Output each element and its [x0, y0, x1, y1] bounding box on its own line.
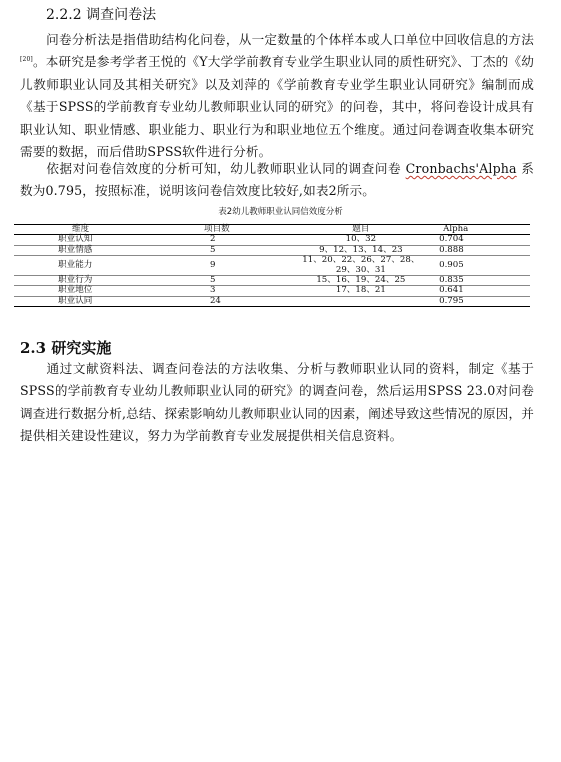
cell-items: 15、16、19、24、25	[316, 275, 406, 286]
cell-items-line2: 29、30、31	[335, 264, 386, 275]
cell-alpha: 0.888	[439, 244, 464, 255]
cell-count: 2	[209, 234, 216, 245]
cell-dimension: 职业情感	[58, 244, 93, 255]
cell-items	[293, 296, 429, 306]
reliability-table	[14, 224, 530, 307]
table-row	[14, 245, 530, 255]
cell-alpha: 0.835	[439, 275, 464, 286]
cell-alpha: 0.795	[439, 295, 464, 306]
cell-dimension: 职业能力	[58, 259, 93, 270]
spellcheck-term: Cronbachs'Alpha	[405, 161, 517, 176]
table-row	[14, 286, 530, 296]
paragraph-text: 系数为0.795，按照标准，说明该问卷信效度比较好,如表2所示。	[20, 161, 534, 199]
cell-count: 9	[209, 259, 216, 270]
header-item-count: 项目数	[203, 224, 230, 234]
cell-dimension: 职业行为	[58, 275, 93, 286]
paragraph-text: 。本研究是参考学者王悦的《Y大学学前教育专业学生职业认同的质性研究》、丁杰的《幼儿教师职业认同及其相关研究》以及刘萍的《学前教育专业学生职业认同研究》编制而成《基于SPSS的学前教育专业幼儿教师职业认同的研究》的问卷，其中，将问卷设计成具有职业认知、职业情感、职业能力、职业行为和职业地位五个维度。通过问卷调查收集本研究需要的数据，而后借助SPSS软件进行分析。	[20, 54, 534, 160]
cell-count: 3	[209, 285, 216, 296]
header-alpha: Alpha	[443, 224, 469, 234]
header-items: 题目	[352, 224, 370, 234]
cell-items: 17、18、21	[335, 285, 386, 296]
cell-count: 5	[209, 244, 216, 255]
cell-dimension: 职业认知	[58, 234, 93, 245]
cell-count: 5	[209, 275, 216, 286]
cell-dimension: 职业地位	[58, 285, 93, 296]
citation-ref: [20]	[20, 56, 33, 64]
table-row	[14, 256, 530, 276]
table-row	[14, 235, 530, 245]
cell-items-line1: 11、20、22、26、27、28、	[302, 255, 420, 266]
paragraph-questionnaire-method	[20, 29, 534, 163]
paragraph-text: 通过文献资料法、调查问卷法的方法收集、分析与教师职业认同的资料，制定《基于SPSS的学前教育专业幼儿教师职业认同的研究》的调查问卷，然后运用SPSS 23.0对问卷调查进行数据分析,总结、探索影响幼儿教师职业认同的因素，阐述导致这些情况的原因，并提供相关建设性建议，努力为学前教育专业发展提供相关信息资料。	[20, 361, 534, 444]
cell-alpha: 0.905	[439, 259, 464, 270]
cell-items: 10、32	[345, 234, 377, 245]
cell-dimension: 职业认同	[58, 295, 93, 306]
header-dimension: 维度	[72, 224, 90, 234]
section-heading-2-3: 2.3 研究实施	[20, 339, 112, 357]
cell-count: 24	[209, 295, 221, 306]
cell-alpha: 0.641	[439, 285, 464, 296]
table-caption: 表2幼儿教师职业认同信效度分析	[218, 207, 343, 217]
paragraph-text: 问卷分析法是指借助结构化问卷，从一定数量的个体样本或人口单位中回收信息的方法	[46, 32, 534, 47]
paragraph-reliability	[20, 158, 534, 203]
cell-items	[293, 256, 429, 276]
paragraph-implementation	[20, 358, 534, 448]
cell-items: 9、12、13、14、23	[319, 244, 403, 255]
table-row	[14, 296, 530, 306]
section-heading-2-2-2: 2.2.2 调查问卷法	[46, 7, 157, 23]
paragraph-text: 依据对问卷信效度的分析可知，幼儿教师职业认同的调查问卷	[46, 161, 406, 176]
cell-alpha: 0.704	[439, 234, 464, 245]
